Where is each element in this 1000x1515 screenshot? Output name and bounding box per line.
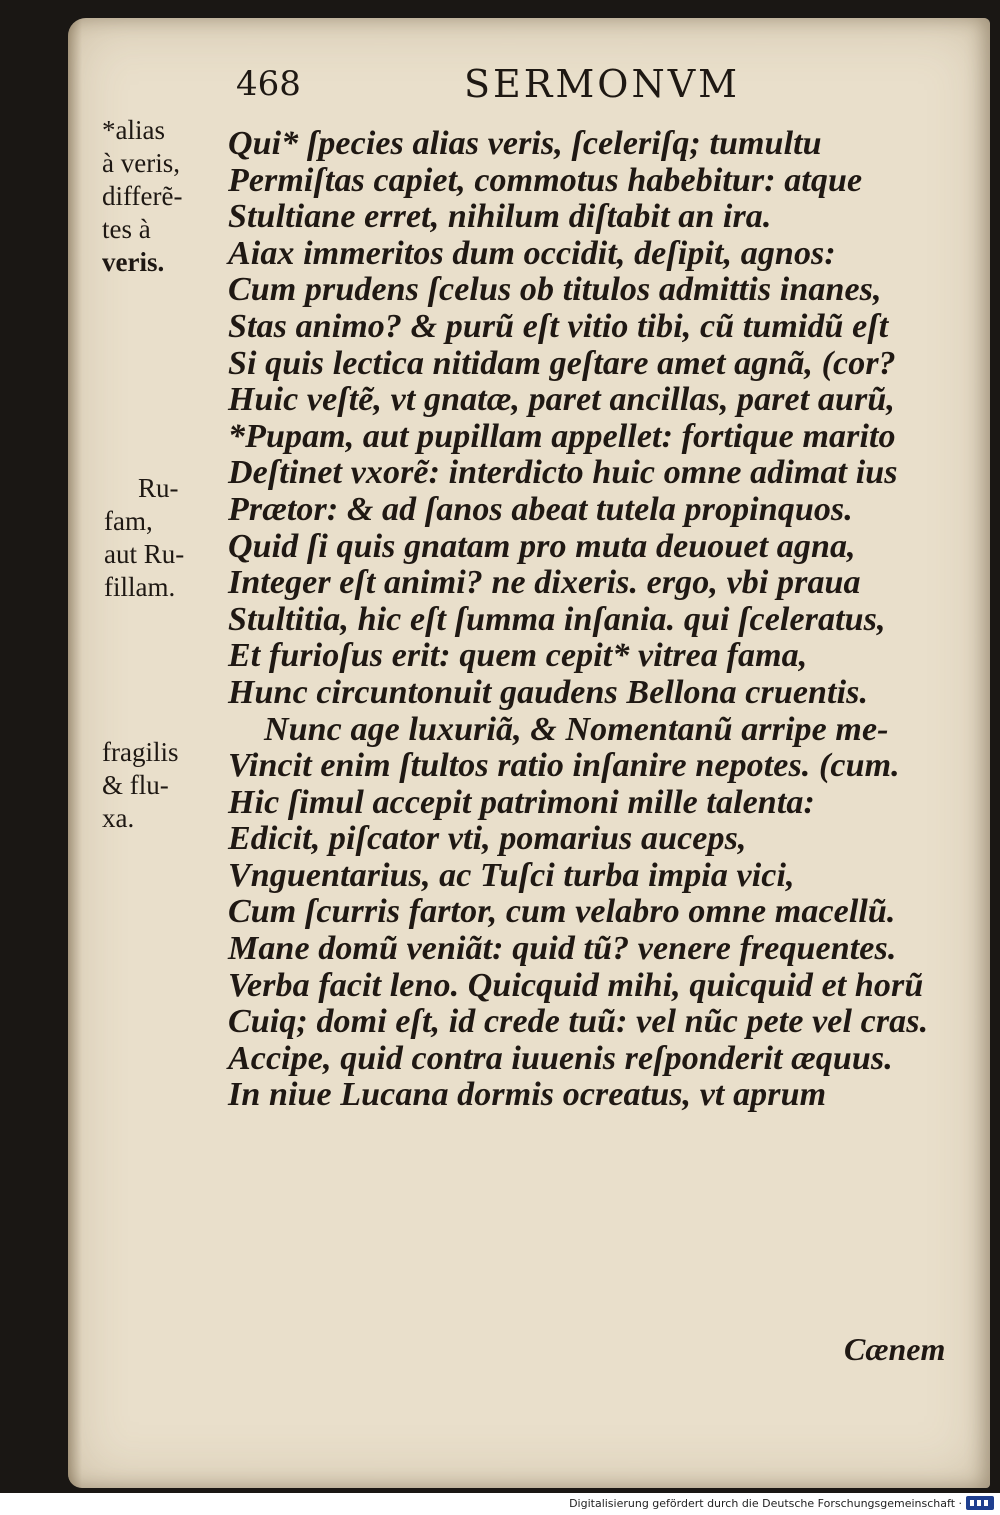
verse-line: Quid ſi quis gnatam pro muta deuouet agna, xyxy=(228,527,856,565)
verse-line: Vincit enim ſtultos ratio inſanire nepotes. (cum. xyxy=(228,747,900,785)
margin-note-line: à veris, xyxy=(102,148,180,178)
margin-note-3 xyxy=(102,736,178,835)
verse-line: Edicit, piſcator vti, pomarius auceps, xyxy=(228,820,747,858)
verse-line: Prætor: & ad ſanos abeat tutela propinquos. xyxy=(228,490,853,528)
margin-note-line: veris. xyxy=(102,247,165,277)
verse-line: Verba facit leno. Quicquid mihi, quicquid et horũ xyxy=(228,966,924,1004)
verse-line: Accipe, quid contra iuuenis reſponderit æquus. xyxy=(228,1039,893,1077)
catchword: Cænem xyxy=(844,1331,946,1367)
margin-note-2 xyxy=(104,472,184,604)
verse-line: Integer eſt animi? ne dixeris. ergo, vbi praua xyxy=(228,564,861,602)
margin-note-1 xyxy=(102,114,182,279)
margin-note-line: aut Ru- xyxy=(104,539,185,569)
verse-line: Vnguentarius, ac Tuſci turba impia vici, xyxy=(228,856,795,894)
funding-credit: Digitalisierung gefördert durch die Deutsche Forschungsgemeinschaft · xyxy=(569,1497,962,1510)
margin-note-line: *alias xyxy=(102,115,165,145)
margin-note-line: fragilis xyxy=(102,737,179,767)
footer-bar xyxy=(0,1493,1000,1515)
margin-note-line: Ru- xyxy=(138,473,179,503)
margin-note-line: fam, xyxy=(104,506,153,536)
verse-line: *Pupam, aut pupillam appellet: fortique marito xyxy=(228,417,896,455)
margin-note-line: differẽ- xyxy=(102,181,183,211)
verse-text-block xyxy=(228,126,968,1114)
page-shadow-edge xyxy=(68,18,82,1488)
verse-line: Huic veſtẽ, vt gnatæ, paret ancillas, paret aurũ, xyxy=(228,381,895,419)
verse-line: Et furioſus erit: quem cepit* vitrea fama, xyxy=(228,637,808,675)
margin-note-line: tes à xyxy=(102,214,151,244)
margin-note-line: xa. xyxy=(102,803,135,833)
dfg-logo-icon xyxy=(966,1496,994,1510)
verse-line: In niue Lucana dormis ocreatus, vt aprum xyxy=(228,1076,827,1114)
verse-line: Si quis lectica nitidam geſtare amet agnã, (cor? xyxy=(228,344,896,382)
verse-line: Aiax immeritos dum occidit, deſipit, agnos: xyxy=(228,234,836,272)
verse-line: Cuiq; domi eſt, id crede tuũ: vel nũc pete vel cras. xyxy=(228,1003,929,1041)
margin-note-line: fillam. xyxy=(104,572,176,602)
verse-line: Mane domũ veniãt: quid tũ? venere frequentes. xyxy=(228,930,897,968)
verse-line: Hic ſimul accepit patrimoni mille talenta: xyxy=(228,783,815,821)
margin-note-line: & flu- xyxy=(102,770,169,800)
verse-line: Stultiane erret, nihilum diſtabit an ira. xyxy=(228,198,772,236)
verse-line: Stultitia, hic eſt ſumma inſania. qui ſceleratus, xyxy=(228,600,886,638)
book-page xyxy=(68,18,990,1488)
running-head: SERMONVM xyxy=(464,62,741,106)
verse-line: Cum prudens ſcelus ob titulos admittis inanes, xyxy=(228,271,882,309)
verse-line: Deſtinet vxorẽ: interdicto huic omne adimat ius xyxy=(228,454,898,492)
verse-line: Nunc age luxuriã, & Nomentanũ arripe me- xyxy=(264,710,889,748)
verse-line: Hunc circuntonuit gaudens Bellona cruentis. xyxy=(228,673,869,711)
page-number: 468 xyxy=(236,64,301,104)
verse-line: Cum ſcurris fartor, cum velabro omne macellũ. xyxy=(228,893,896,931)
verse-line: Permiſtas capiet, commotus habebitur: atque xyxy=(228,161,863,199)
verse-line: Stas animo? & purũ eſt vitio tibi, cũ tumidũ eſt xyxy=(228,307,889,345)
verse-line: Qui* ſpecies alias veris, ſceleriſq; tumultu xyxy=(228,125,822,162)
